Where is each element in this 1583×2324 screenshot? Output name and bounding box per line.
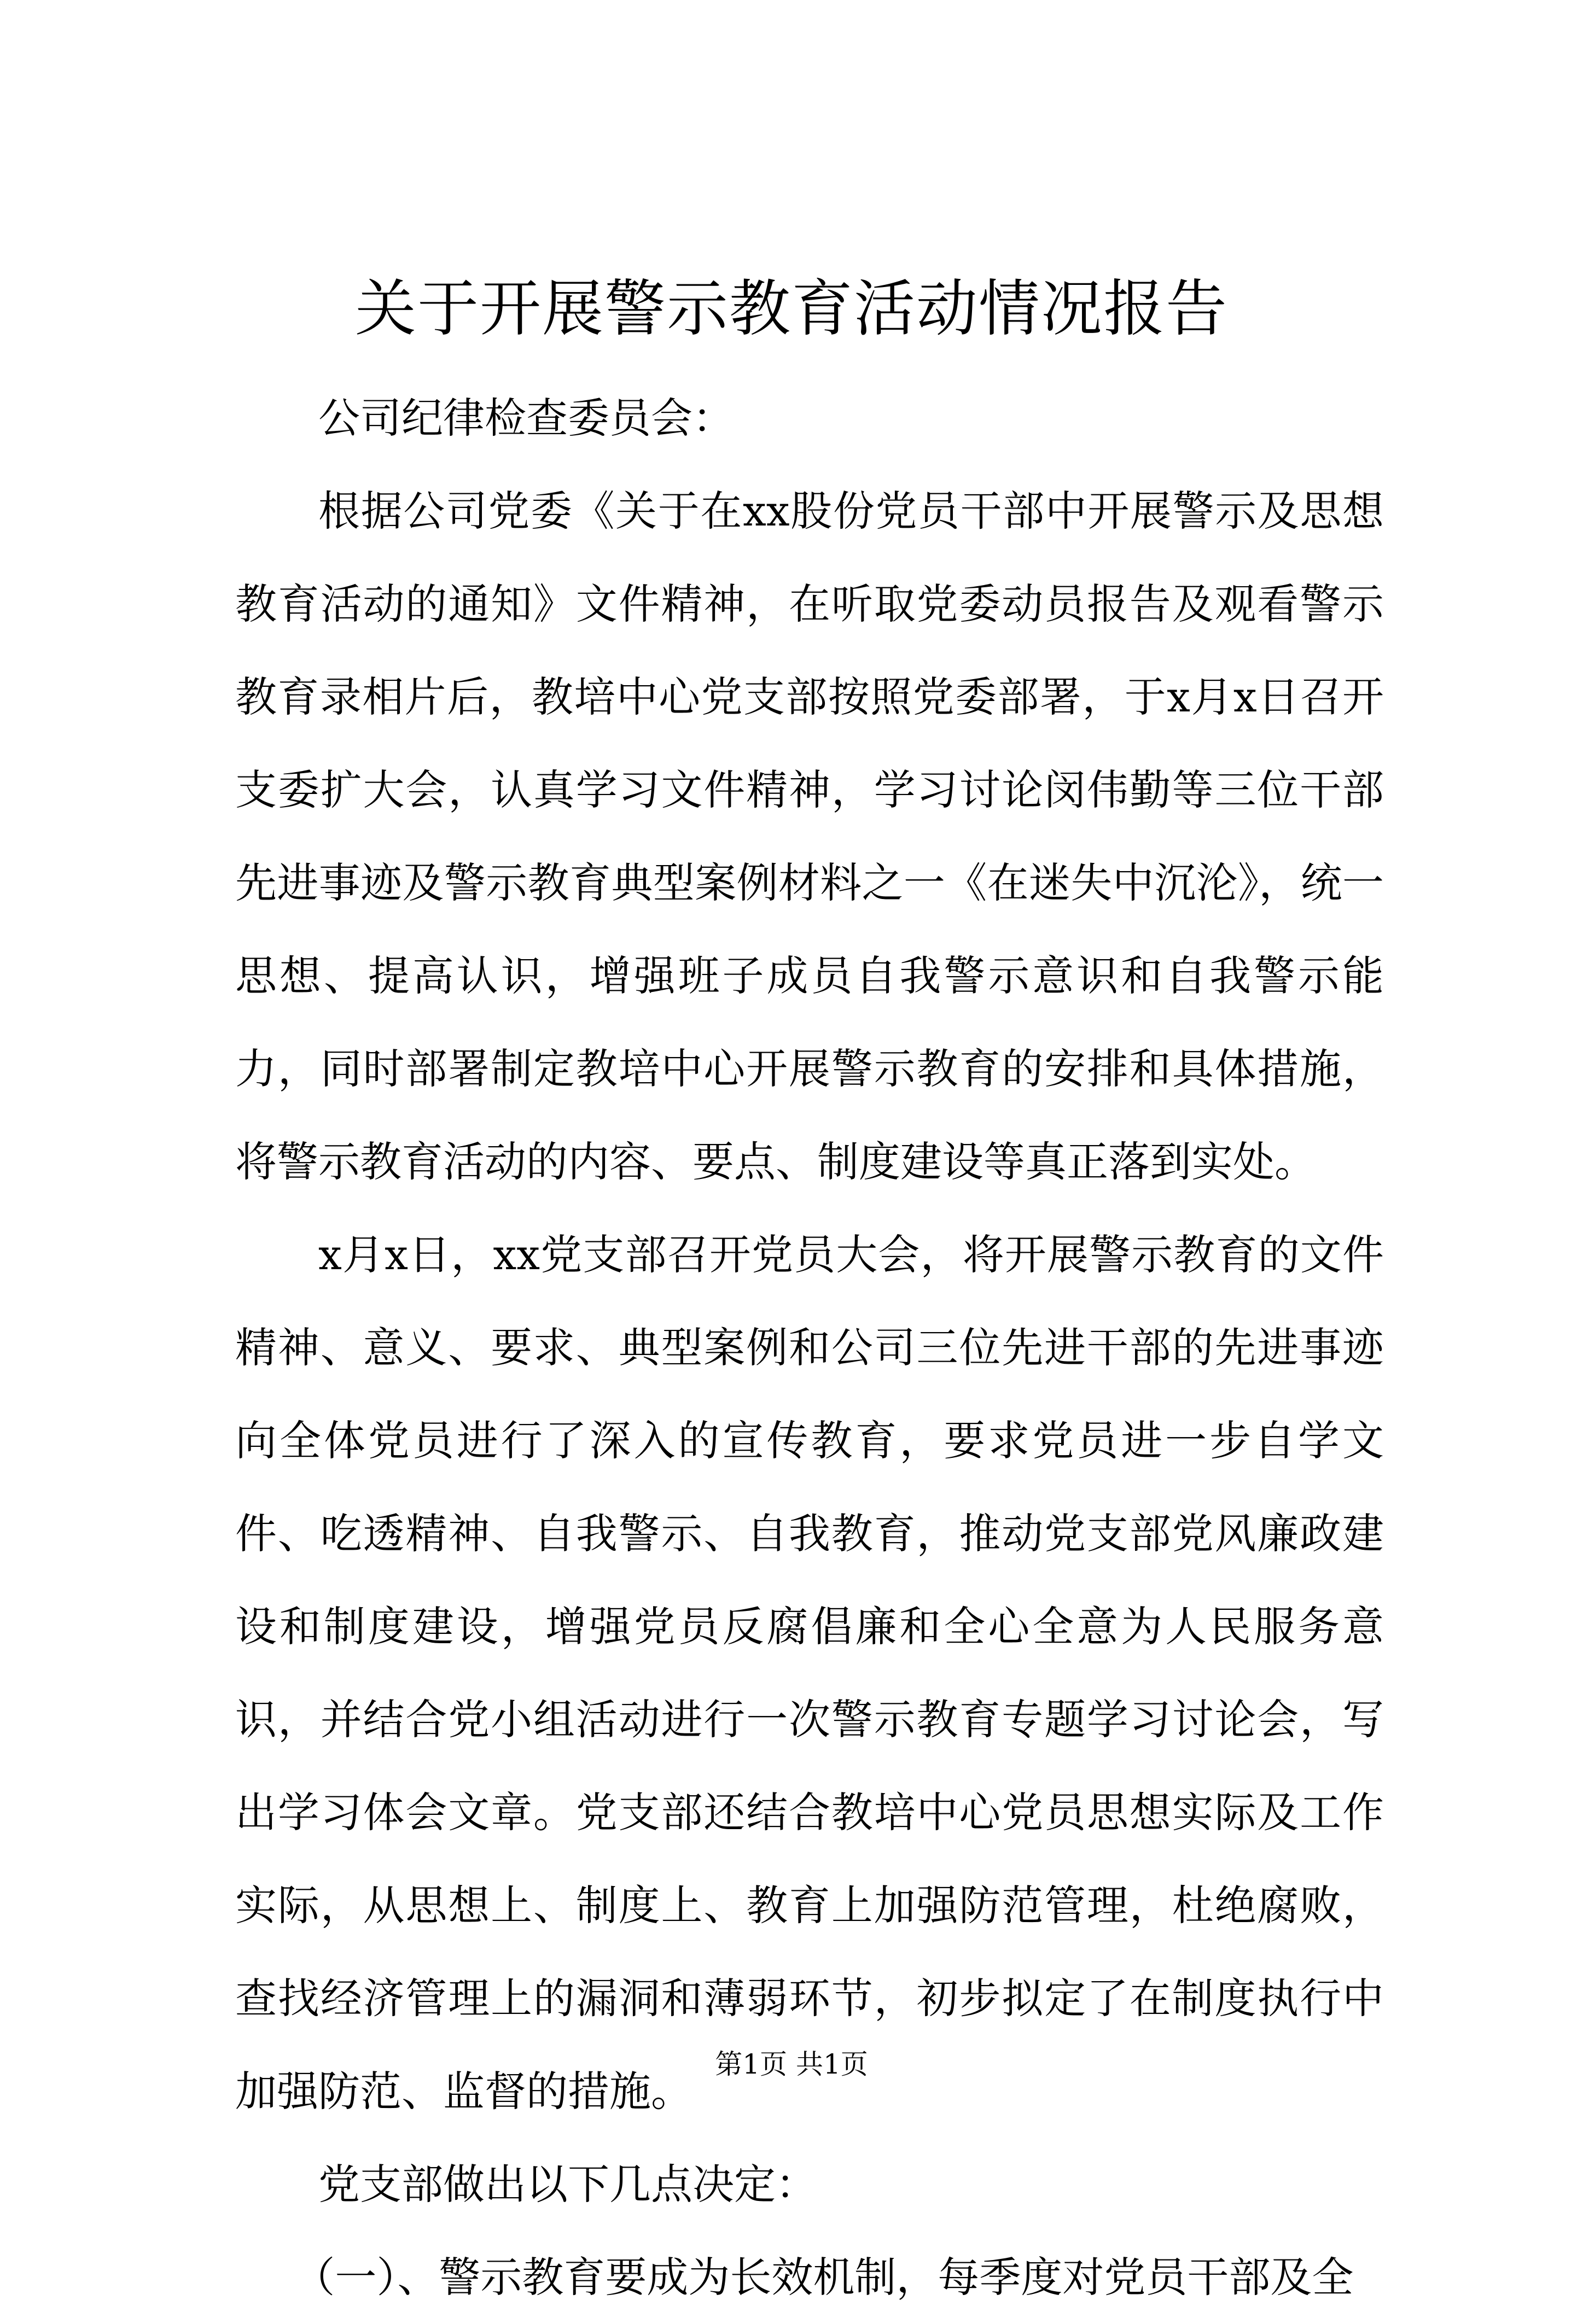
paragraph: 党支部做出以下几点决定： xyxy=(318,2160,817,2209)
page-number: 第1页 共1页 xyxy=(715,2048,868,2080)
salutation: 公司纪律检查委员会： xyxy=(318,394,734,442)
paragraph: x月x日，xx党支部召开党员大会，将开展警示教育的文件精神、意义、要求、典型案例和公司三位先进干部的先进事迹向全体党员进行了深入的宣传教育，要求党员进一步自学文件、吃透精神、自我警示、自我教育，推动党支部党风廉政建设和制度建设，增强党员反腐倡廉和全心全意为人民服务意识，并结合党小组活动进行一次警示教育专题学习讨论会，写出学习体会文章。党支部还结合教培中心党员思想实际及工作实际，从思想上、制度上、教育上加强防范管理，杜绝腐败，查找经济管理上的漏洞和薄弱环节，初步拟定了在制度执行中加强防范、监督的措施。 xyxy=(235,1230,1384,2116)
list-item: （一）、警示教育要成为长效机制，每季度对党员干部及全 xyxy=(293,2253,1354,2302)
document-title: 关于开展警示教育活动情况报告 xyxy=(355,273,1228,344)
document-body xyxy=(235,372,1384,2324)
paragraph: 根据公司党委《关于在xx股份党员干部中开展警示及思想教育活动的通知》文件精神，在听取党委动员报告及观看警示教育录相片后，教培中心党支部按照党委部署，于x月x日召开支委扩大会，认真学习文件精神，学习讨论闵伟勤等三位干部先进事迹及警示教育典型案例材料之一《在迷失中沉沦》，统一思想、提高认识，增强班子成员自我警示意识和自我警示能力，同时部署制定教培中心开展警示教育的安排和具体措施，将警示教育活动的内容、要点、制度建设等真正落到实处。 xyxy=(235,487,1384,1186)
